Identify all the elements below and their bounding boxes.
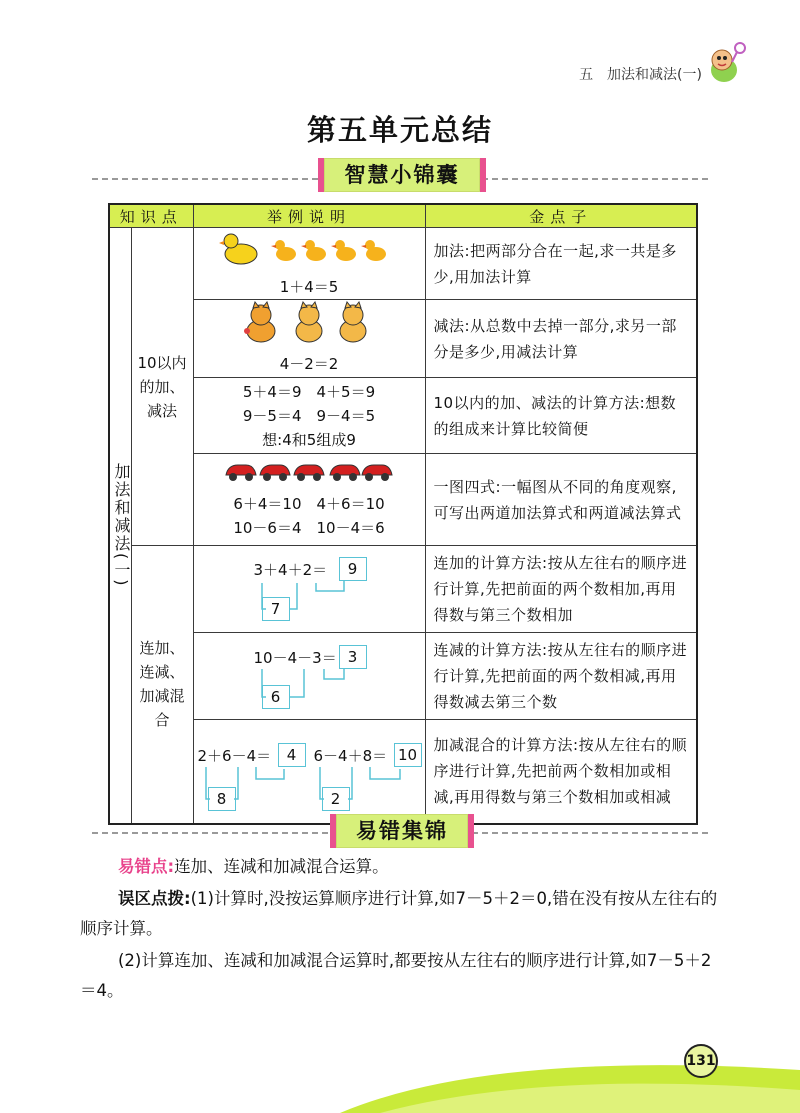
tip-cell: 加减混合的计算方法:按从左往右的顺序进行计算,先把前两个数相加或相减,再用得数与第三个数相加或相减 [425, 720, 697, 824]
connector-lines [194, 551, 426, 627]
expression-b: 6－4＋8＝ [313, 747, 388, 766]
mistake-point [118, 852, 389, 882]
step-box: 6 [262, 685, 290, 709]
example-cell [193, 720, 425, 824]
subtopic-cell [131, 228, 193, 546]
mistake-label: 易错点: [118, 857, 175, 876]
example-note: 想:4和5组成9 [262, 430, 356, 449]
expression: 3＋4＋2＝ [253, 561, 328, 579]
rule-text: (2)计算连加、连减和加减混合运算时,都要按从左往右的顺序进行计算,如7－5＋2＝4。 [80, 951, 712, 1000]
diagram [194, 639, 425, 713]
step-box-a: 8 [208, 787, 236, 811]
example-cell [193, 300, 425, 378]
example-equation: 1＋4＝5 [279, 278, 339, 296]
example-equation: 9－5＝4 9－4＝5 [242, 406, 376, 425]
mascot-icon [704, 40, 748, 88]
example-equation: 5＋4＝9 4＋5＝9 [242, 382, 376, 401]
diagram [194, 551, 425, 627]
subtopic-label: 10以内的加、减法 [137, 353, 187, 420]
example-cell [193, 546, 425, 633]
example-cell [193, 454, 425, 546]
cat-picture [194, 301, 425, 352]
section-banner-mistakes: 易错集锦 [330, 814, 474, 848]
cat-icon [244, 302, 275, 342]
expression: 10－4－3＝ [253, 649, 337, 667]
subtopic-label: 连加、连减、加减混合 [139, 639, 185, 730]
table-header-tip: 金点子 [425, 204, 697, 228]
misconception-tip [80, 884, 720, 944]
answer-box: 3 [339, 645, 367, 669]
example-equation: 10－6＝4 10－4＝6 [233, 519, 385, 537]
answer-box: 9 [339, 557, 367, 581]
summary-table [108, 203, 698, 825]
expression-a: 2＋6－4＝ [197, 747, 272, 766]
table-header-topic: 知识点 [109, 204, 193, 228]
duck-picture [194, 228, 425, 275]
table-header-example: 举例说明 [193, 204, 425, 228]
tip-cell: 减法:从总数中去掉一部分,求另一部分是多少,用减法计算 [425, 300, 697, 378]
section-banner-tips: 智慧小锦囊 [318, 158, 486, 192]
tip-cell: 10以内的加、减法的计算方法:想数的组成来计算比较简便 [425, 378, 697, 454]
duck-icon [219, 234, 257, 264]
example-cell [193, 633, 425, 720]
footer-wave [340, 1040, 800, 1113]
car-picture [194, 459, 425, 492]
example-cell [193, 378, 425, 454]
answer-box-a: 4 [278, 743, 306, 767]
example-equation: 6＋4＝10 4＋6＝10 [233, 495, 385, 513]
tip-cell: 加法:把两部分合在一起,求一共是多少,用加法计算 [425, 228, 697, 300]
car-icon [226, 465, 256, 481]
page-title: 第五单元总结 [306, 113, 493, 147]
tip-cell: 连加的计算方法:按从左往右的顺序进行计算,先把前面的两个数相加,再用得数与第三个数相加 [425, 546, 697, 633]
subtopic-cell [131, 546, 193, 824]
tip-cell: 一图四式:一幅图从不同的角度观察,可写出两道加法算式和两道减法算式 [425, 454, 697, 546]
topic-label: 加法和减法(一) [112, 463, 131, 588]
answer-box-b: 10 [394, 743, 422, 767]
connector-lines [194, 639, 426, 713]
tip-cell: 连减的计算方法:按从左往右的顺序进行计算,先把前面的两个数相减,再用得数减去第三个数 [425, 633, 697, 720]
connector-lines [194, 723, 426, 819]
example-equation: 4－2＝2 [279, 355, 339, 373]
step-box: 7 [262, 597, 290, 621]
chapter-header: 五 加法和减法(一) [579, 67, 702, 83]
mistake-text: 连加、连减和加减混合运算。 [174, 857, 389, 876]
example-cell [193, 228, 425, 300]
page-number: 131 [684, 1044, 718, 1078]
step-box-b: 2 [322, 787, 350, 811]
diagram [194, 723, 425, 819]
misconception-text: (1)计算时,没按运算顺序进行计算,如7－5＋2＝0,错在没有按从左往右的顺序计算。 [80, 889, 718, 938]
topic-cell [109, 228, 131, 824]
misconception-label: 误区点拨: [118, 889, 191, 908]
